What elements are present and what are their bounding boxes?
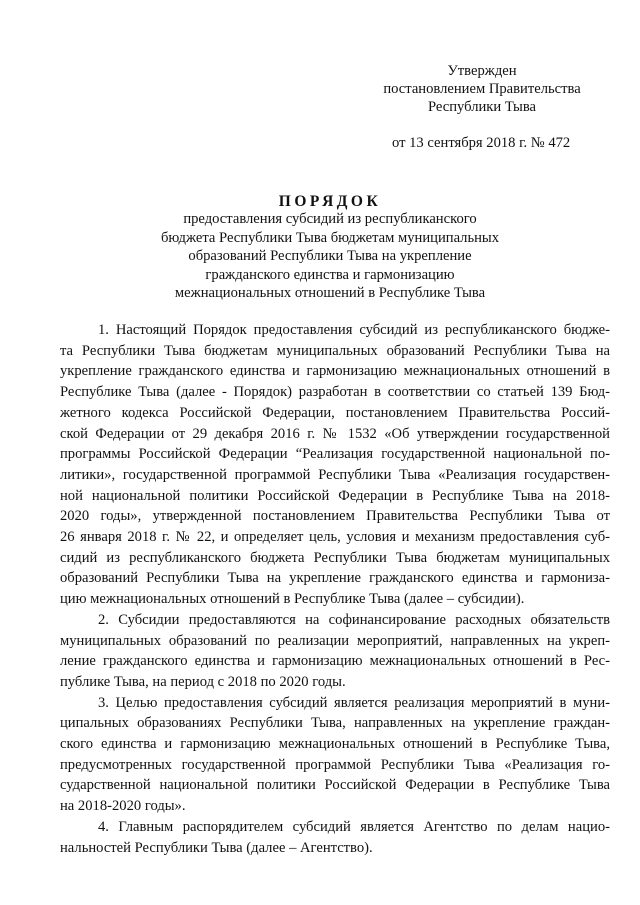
paragraph-1	[60, 320, 610, 610]
subtitle-line: бюджета Республики Тыва бюджетам муниципальных	[160, 229, 500, 246]
text-line: литики», государственной программой Республики Тыва «Реализация государствен-	[60, 466, 610, 483]
approval-line: Республики Тыва	[427, 99, 537, 115]
text-line: публике Тыва, на период с 2018 по 2020 годы.	[60, 673, 346, 690]
approval-line: Утвержден	[447, 63, 517, 79]
subtitle-line: гражданского единства и гармонизацию	[205, 266, 455, 283]
text-line: на 2018-2020 годы».	[60, 798, 186, 815]
text-line: сударственной национальной политики Российской Федерации в Республике Тыва	[60, 777, 610, 794]
text-line: Республике Тыва (далее - Порядок) разработан в соответствии со статьей 139 Бюд-	[60, 384, 610, 401]
text-line: образований Республики Тыва на укрепление гражданского единства и гармониза-	[60, 570, 610, 587]
text-line: ципальных образованиях Республики Тыва, направленных на укрепление граждан-	[60, 715, 610, 732]
text-line: цию межнациональных отношений в Республике Тыва (далее – субсидии).	[60, 591, 525, 608]
text-line: 4. Главным распорядителем субсидий является Агентство по делам нацио-	[98, 818, 610, 835]
text-line: ление гражданского единства и гармонизацию межнациональных отношений в Рес-	[60, 653, 610, 670]
text-line: та Республики Тыва бюджетам муниципальных образований Республики Тыва на	[60, 342, 610, 359]
text-line: жетного кодекса Российской Федерации, постановлением Правительства Россий-	[60, 404, 610, 421]
subtitle-line: межнациональных отношений в Республике Тыва	[174, 285, 486, 301]
text-line: программы Российской Федерации “Реализация государственной национальной по-	[60, 446, 610, 463]
paragraph-4	[60, 817, 610, 858]
text-line: укрепление гражданского единства и гармонизацию межнациональных отношений в	[60, 363, 610, 380]
text-line: 1. Настоящий Порядок предоставления субсидий из республиканского бюдже-	[98, 322, 610, 338]
text-line: 2020 годы», утвержденной постановлением Правительства Республики Тыва от	[60, 508, 610, 525]
text-line: предусмотренных государственной программой Республики Тыва «Реализация го-	[60, 756, 610, 773]
subtitle-line: предоставления субсидий из республиканского	[183, 211, 477, 227]
text-line: муниципальных образований по реализации мероприятий, направленных на укреп-	[60, 632, 610, 649]
text-line: 3. Целью предоставления субсидий является реализация мероприятий в муни-	[98, 694, 610, 711]
approval-line: постановлением Правительства	[383, 81, 581, 97]
subtitle-line: образований Республики Тыва на укрепление	[188, 248, 472, 264]
text-line: сидий из республиканского бюджета Республики Тыва бюджетам муниципальных	[60, 549, 610, 566]
paragraph-3	[60, 693, 610, 817]
document-title: ПОРЯДОК	[278, 193, 382, 210]
document-subtitle	[100, 210, 560, 303]
text-line: ной национальной политики Российской Федерации в Республике Тыва на 2018-	[60, 487, 610, 504]
paragraph-2	[60, 610, 610, 693]
text-line: нальностей Республики Тыва (далее – Агентство).	[60, 839, 373, 856]
text-line: 26 января 2018 г. № 22, и определяет цель, условия и механизм предоставления суб-	[60, 529, 610, 546]
text-line: ского единства и гармонизацию межнациональных отношений в Республике Тыва,	[60, 736, 610, 753]
approval-date: от 13 сентября 2018 г. № 472	[392, 135, 571, 151]
text-line: ской Федерации от 29 декабря 2016 г. № 1532 «Об утверждении государственной	[60, 425, 610, 442]
document-body	[60, 320, 610, 858]
approval-stamp	[372, 62, 592, 116]
text-line: 2. Субсидии предоставляются на софинансирование расходных обязательств	[98, 611, 610, 628]
